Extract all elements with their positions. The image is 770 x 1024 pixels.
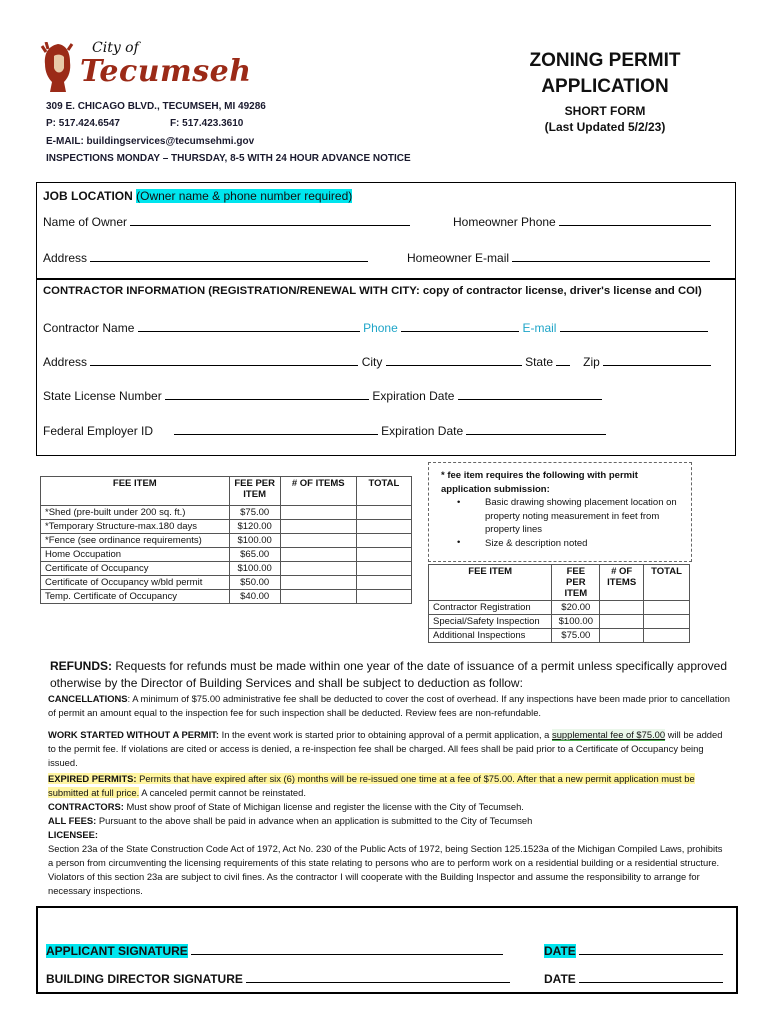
note-bullet-size: Size & description noted bbox=[485, 537, 588, 549]
refunds-paragraph: REFUNDS: Requests for refunds must be made within one year of the date of issuance of a permit unless specifically approved otherwise by the Director of Building Services and shall be subject to deduction as follow: bbox=[50, 659, 728, 690]
table-row: Home Occupation $65.00 bbox=[41, 548, 412, 562]
table-row: Contractor Registration $20.00 bbox=[429, 601, 690, 615]
state-license-field[interactable] bbox=[165, 387, 369, 400]
fein-expiration-label: Expiration Date bbox=[381, 424, 464, 438]
contractor-section bbox=[36, 278, 736, 456]
owner-name-field[interactable] bbox=[130, 213, 410, 226]
all-fees-paragraph: ALL FEES: Pursuant to the above shall be paid in advance when an application is submitted to the City of Tecumseh bbox=[48, 815, 533, 826]
federal-employer-id-field[interactable] bbox=[174, 422, 378, 435]
license-expiration-label: Expiration Date bbox=[372, 389, 455, 403]
applicant-signature-label: APPLICANT SIGNATURE bbox=[46, 944, 188, 958]
contractor-phone-label: Phone bbox=[363, 321, 398, 335]
owner-address-field[interactable] bbox=[90, 249, 368, 262]
applicant-date-label: DATE bbox=[544, 944, 576, 958]
table-row: Temp. Certificate of Occupancy $40.00 bbox=[41, 590, 412, 604]
homeowner-phone-field[interactable] bbox=[559, 213, 711, 226]
fee2-col-total: TOTAL bbox=[644, 565, 690, 601]
count-cell[interactable] bbox=[280, 548, 356, 562]
count-cell[interactable] bbox=[280, 520, 356, 534]
count-cell[interactable] bbox=[280, 590, 356, 604]
fee2-col-fee: FEE PER ITEM bbox=[552, 565, 600, 601]
federal-employer-id-label: Federal Employer ID bbox=[43, 424, 154, 438]
licensee-paragraph: Section 23a of the State Construction Code Act of 1972, Act No. 230 of the Public Acts of 1972, being Section 125.1523a of the Michigan Compiled Laws, prohibits a person from circumventing the licensing requirements of this state relating to persons who are to perform work on a residential building or a residential structure. Violators of this section 23a are subject to civil fines. As the contractor I will cooperate with the Building Inspector and assume the responsibility to arrange for necessary inspections. bbox=[48, 843, 723, 896]
total-cell[interactable] bbox=[644, 601, 690, 615]
total-cell[interactable] bbox=[356, 576, 411, 590]
header-fax: F: 517.423.3610 bbox=[169, 118, 244, 129]
director-signature-field[interactable] bbox=[246, 970, 510, 983]
work-without-permit-paragraph: WORK STARTED WITHOUT A PERMIT: In the event work is started prior to obtaining approval of a permit application, a supplemental fee of $75.00 will be added to the permit fee. If violations are cited or access is denied, a re-inspection fee shall be charged. All fees shall be paid prior to a Certificate of Occupancy being issued. bbox=[48, 729, 723, 768]
total-cell[interactable] bbox=[356, 520, 411, 534]
cancellations-paragraph: CANCELLATIONS: A minimum of $75.00 administrative fee shall be deducted to cover the cost of overhead. If any inspections have been made prior to cancellation of permit an amount equal to the inspection fee for such inspection shall be deducted. Review fees are non-refundable. bbox=[48, 693, 730, 718]
contractor-zip-label: Zip bbox=[583, 355, 600, 369]
form-title-line1: ZONING PERMIT bbox=[529, 50, 681, 71]
table-row: Certificate of Occupancy w/bld permit $50.00 bbox=[41, 576, 412, 590]
form-updated: (Last Updated 5/2/23) bbox=[544, 120, 666, 134]
table-row: *Shed (pre-built under 200 sq. ft.) $75.00 bbox=[41, 506, 412, 520]
contractor-address-field[interactable] bbox=[90, 353, 358, 366]
job-location-heading: JOB LOCATION bbox=[43, 189, 133, 203]
total-cell[interactable] bbox=[644, 629, 690, 643]
header-email: E-MAIL: buildingservices@tecumsehmi.gov bbox=[46, 136, 255, 147]
fee2-col-count: # OF ITEMS bbox=[600, 565, 644, 601]
state-license-label: State License Number bbox=[43, 389, 162, 403]
total-cell[interactable] bbox=[356, 506, 411, 520]
total-cell[interactable] bbox=[356, 562, 411, 576]
fee-requirements-note: * fee item requires the following with permit application submission: • Basic drawing showing placement location on property noting measurement in feet from property lines • Size & description noted bbox=[428, 462, 692, 562]
signature-section bbox=[36, 906, 738, 994]
director-signature-label: BUILDING DIRECTOR SIGNATURE bbox=[46, 972, 243, 986]
table-row: Certificate of Occupancy $100.00 bbox=[41, 562, 412, 576]
fee2-col-item: FEE ITEM bbox=[429, 565, 552, 601]
logo-city-of: City of bbox=[92, 40, 139, 56]
count-cell[interactable] bbox=[600, 601, 644, 615]
form-title-line2: APPLICATION bbox=[541, 76, 669, 97]
director-date-field[interactable] bbox=[579, 970, 723, 983]
fee-table-contractor bbox=[428, 564, 690, 643]
count-cell[interactable] bbox=[600, 615, 644, 629]
job-location-note: (Owner name & phone number required) bbox=[136, 189, 353, 203]
contractor-city-label: City bbox=[361, 355, 383, 369]
fee-col-count: # OF ITEMS bbox=[280, 477, 356, 506]
licensee-heading: LICENSEE: bbox=[48, 829, 99, 840]
contractor-email-label: E-mail bbox=[522, 321, 557, 335]
contractor-city-field[interactable] bbox=[386, 353, 522, 366]
header-phone: P: 517.424.6547 bbox=[46, 118, 120, 129]
contractor-state-field[interactable] bbox=[556, 353, 570, 366]
contractor-state-label: State bbox=[525, 355, 554, 369]
note-title: * fee item requires the following with permit application submission: bbox=[441, 470, 638, 495]
contractor-heading: CONTRACTOR INFORMATION (REGISTRATION/RENEWAL WITH CITY: copy of contractor license, driver's license and COI) bbox=[43, 285, 702, 297]
owner-address-label: Address bbox=[43, 251, 88, 265]
chief-head-icon bbox=[40, 42, 76, 94]
count-cell[interactable] bbox=[280, 576, 356, 590]
applicant-date-field[interactable] bbox=[579, 942, 723, 955]
count-cell[interactable] bbox=[280, 534, 356, 548]
fee-col-item: FEE ITEM bbox=[41, 477, 230, 506]
job-location-section bbox=[36, 182, 736, 280]
fee-table-permits bbox=[40, 476, 412, 604]
contractor-name-label: Contractor Name bbox=[43, 321, 135, 335]
form-subtitle: SHORT FORM bbox=[564, 104, 646, 118]
table-row: Special/Safety Inspection $100.00 bbox=[429, 615, 690, 629]
homeowner-phone-label: Homeowner Phone bbox=[453, 215, 556, 229]
table-row: *Fence (see ordinance requirements) $100.00 bbox=[41, 534, 412, 548]
expired-permits-paragraph: EXPIRED PERMITS: Permits that have expired after six (6) months will be re-issued one time at a fee of $75.00. After that a new permit application must be submitted at full price. A canceled permit cannot be reinstated. bbox=[48, 773, 695, 798]
fee-col-total: TOTAL bbox=[356, 477, 411, 506]
contractors-paragraph: CONTRACTORS: Must show proof of State of Michigan license and register the license with the City of Tecumseh. bbox=[48, 801, 524, 812]
homeowner-email-label: Homeowner E-mail bbox=[407, 251, 510, 265]
owner-label: Name of Owner bbox=[43, 215, 128, 229]
table-row: *Temporary Structure-max.180 days $120.00 bbox=[41, 520, 412, 534]
count-cell[interactable] bbox=[280, 506, 356, 520]
total-cell[interactable] bbox=[356, 534, 411, 548]
total-cell[interactable] bbox=[356, 590, 411, 604]
homeowner-email-field[interactable] bbox=[512, 249, 710, 262]
applicant-signature-field[interactable] bbox=[191, 942, 503, 955]
fein-expiration-field[interactable] bbox=[466, 422, 606, 435]
license-expiration-field[interactable] bbox=[458, 387, 602, 400]
director-date-label: DATE bbox=[544, 972, 576, 986]
header-address: 309 E. CHICAGO BLVD., TECUMSEH, MI 49286 bbox=[46, 101, 266, 112]
contractor-address-label: Address bbox=[43, 355, 88, 369]
count-cell[interactable] bbox=[280, 562, 356, 576]
contractor-email-field[interactable] bbox=[560, 319, 708, 332]
header-inspections: INSPECTIONS MONDAY – THURSDAY, 8-5 WITH 24 HOUR ADVANCE NOTICE bbox=[46, 153, 411, 164]
total-cell[interactable] bbox=[356, 548, 411, 562]
contractor-name-field[interactable] bbox=[138, 319, 360, 332]
contractor-phone-field[interactable] bbox=[401, 319, 519, 332]
contractor-zip-field[interactable] bbox=[603, 353, 711, 366]
table-row: Additional Inspections $75.00 bbox=[429, 629, 690, 643]
total-cell[interactable] bbox=[644, 615, 690, 629]
note-bullet-drawing: Basic drawing showing placement location on property noting measurement in feet from property lines bbox=[485, 497, 677, 535]
fee-col-fee: FEE PER ITEM bbox=[229, 477, 280, 506]
logo-tecumseh: Tecumseh bbox=[80, 54, 252, 89]
city-logo bbox=[40, 40, 252, 95]
count-cell[interactable] bbox=[600, 629, 644, 643]
